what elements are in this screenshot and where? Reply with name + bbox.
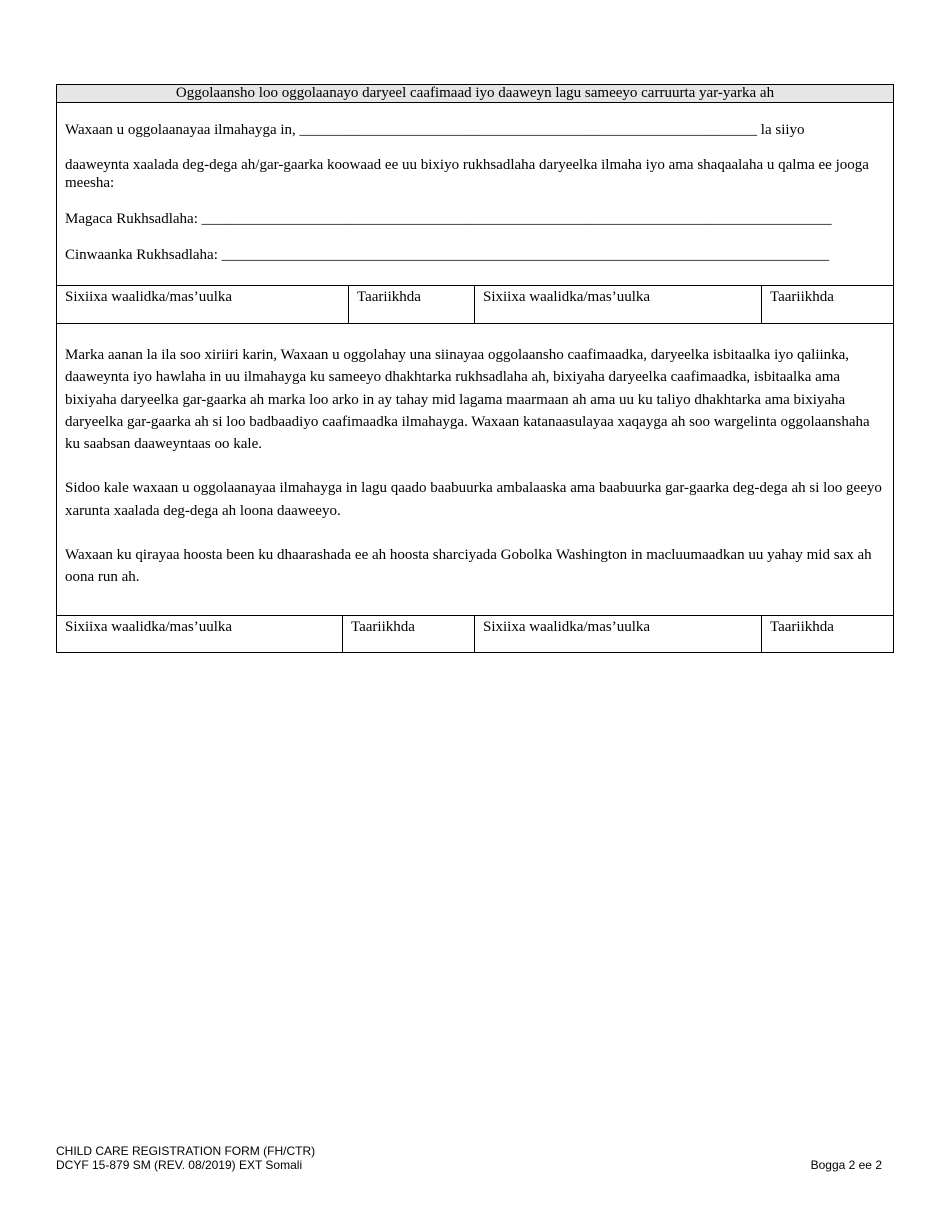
date-field[interactable]: Taariikhda xyxy=(770,619,834,635)
consent-details-section xyxy=(57,103,893,285)
treatment-description: daaweynta xaalada deg-dega ah/gar-gaarka koowaad ee uu bixiyo rukhsadlaha daryeelka ilmaha iyo ama shaqaalaha u qalma ee jooga meesha: xyxy=(65,157,869,191)
form-title: Oggolaansho loo oggolaanayo daryeel caafimaad iyo daaweyn lagu sameeyo carruurta yar-yarka ah xyxy=(57,85,893,103)
parent-signature-field[interactable]: Sixiixa waalidka/mas’uulka xyxy=(475,286,762,323)
page-number: Bogga 2 ee 2 xyxy=(810,1158,882,1172)
licensee-address-line[interactable]: Cinwaanka Rukhsadlaha: _________________________________________________________________________________ xyxy=(65,247,830,263)
ambulance-paragraph: Sidoo kale waxaan u oggolaanayaa ilmahayga in lagu qaado baabuurka ambalaaska ama baabuurka gar-gaarka deg-dega ah si loo geeyo xarunta xaalada deg-dega ah loona daaweeyo. xyxy=(65,480,882,519)
date-field[interactable]: Taariikhda xyxy=(770,289,834,305)
signature-row-1 xyxy=(57,285,893,323)
consent-form xyxy=(56,84,894,653)
licensee-name-line[interactable]: Magaca Rukhsadlaha: ____________________________________________________________________________________ xyxy=(65,211,832,227)
authorization-section xyxy=(57,323,893,615)
declaration-paragraph: Waxaan ku qirayaa hoosta been ku dhaarashada ee ah hoosta sharciyada Gobolka Washington in macluumaadkan uu yahay mid sax ah oona run ah. xyxy=(65,547,872,586)
date-field[interactable]: Taariikhda xyxy=(343,616,475,652)
parent-signature-field[interactable]: Sixiixa waalidka/mas’uulka xyxy=(475,616,762,652)
form-name: CHILD CARE REGISTRATION FORM (FH/CTR) xyxy=(56,1144,316,1158)
signature-row-2 xyxy=(57,615,893,652)
authorization-paragraph: Marka aanan la ila soo xiriiri karin, Waxaan u oggolahay una siinayaa oggolaansho caafimaadka, daryeelka isbitaalka iyo qaliinka, daaweynta iyo hawlaha in uu ilmahayga ku sameeyo dhakhtarka rukhsadlaha ah, bixiyaha daryeelka caafimaadka, isbitaalka ama bixiyaha daryeelka gar-gaarka ah marka loo arko in ay tahay mid lagama maarmaan ah ama uu ku taliyo dhakhtarka ama bixiyaha daryeelka gar-gaarka ah si loo badbaadiyo caafimaadka ilmahayga. Waxaan katanaasulayaa xaqayga ah soo wargelinta oggolaanshaha ku saabsan daaweyntaas oo kale. xyxy=(65,347,870,453)
child-name-line[interactable]: Waxaan u oggolaanayaa ilmahayga in, _____________________________________________________________ la siiyo xyxy=(65,122,805,138)
form-code: DCYF 15-879 SM (REV. 08/2019) EXT Somali xyxy=(56,1158,303,1172)
parent-signature-field[interactable]: Sixiixa waalidka/mas’uulka xyxy=(57,616,343,652)
page-footer xyxy=(56,1144,882,1172)
date-field[interactable]: Taariikhda xyxy=(349,286,475,323)
parent-signature-field[interactable]: Sixiixa waalidka/mas’uulka xyxy=(57,286,349,323)
